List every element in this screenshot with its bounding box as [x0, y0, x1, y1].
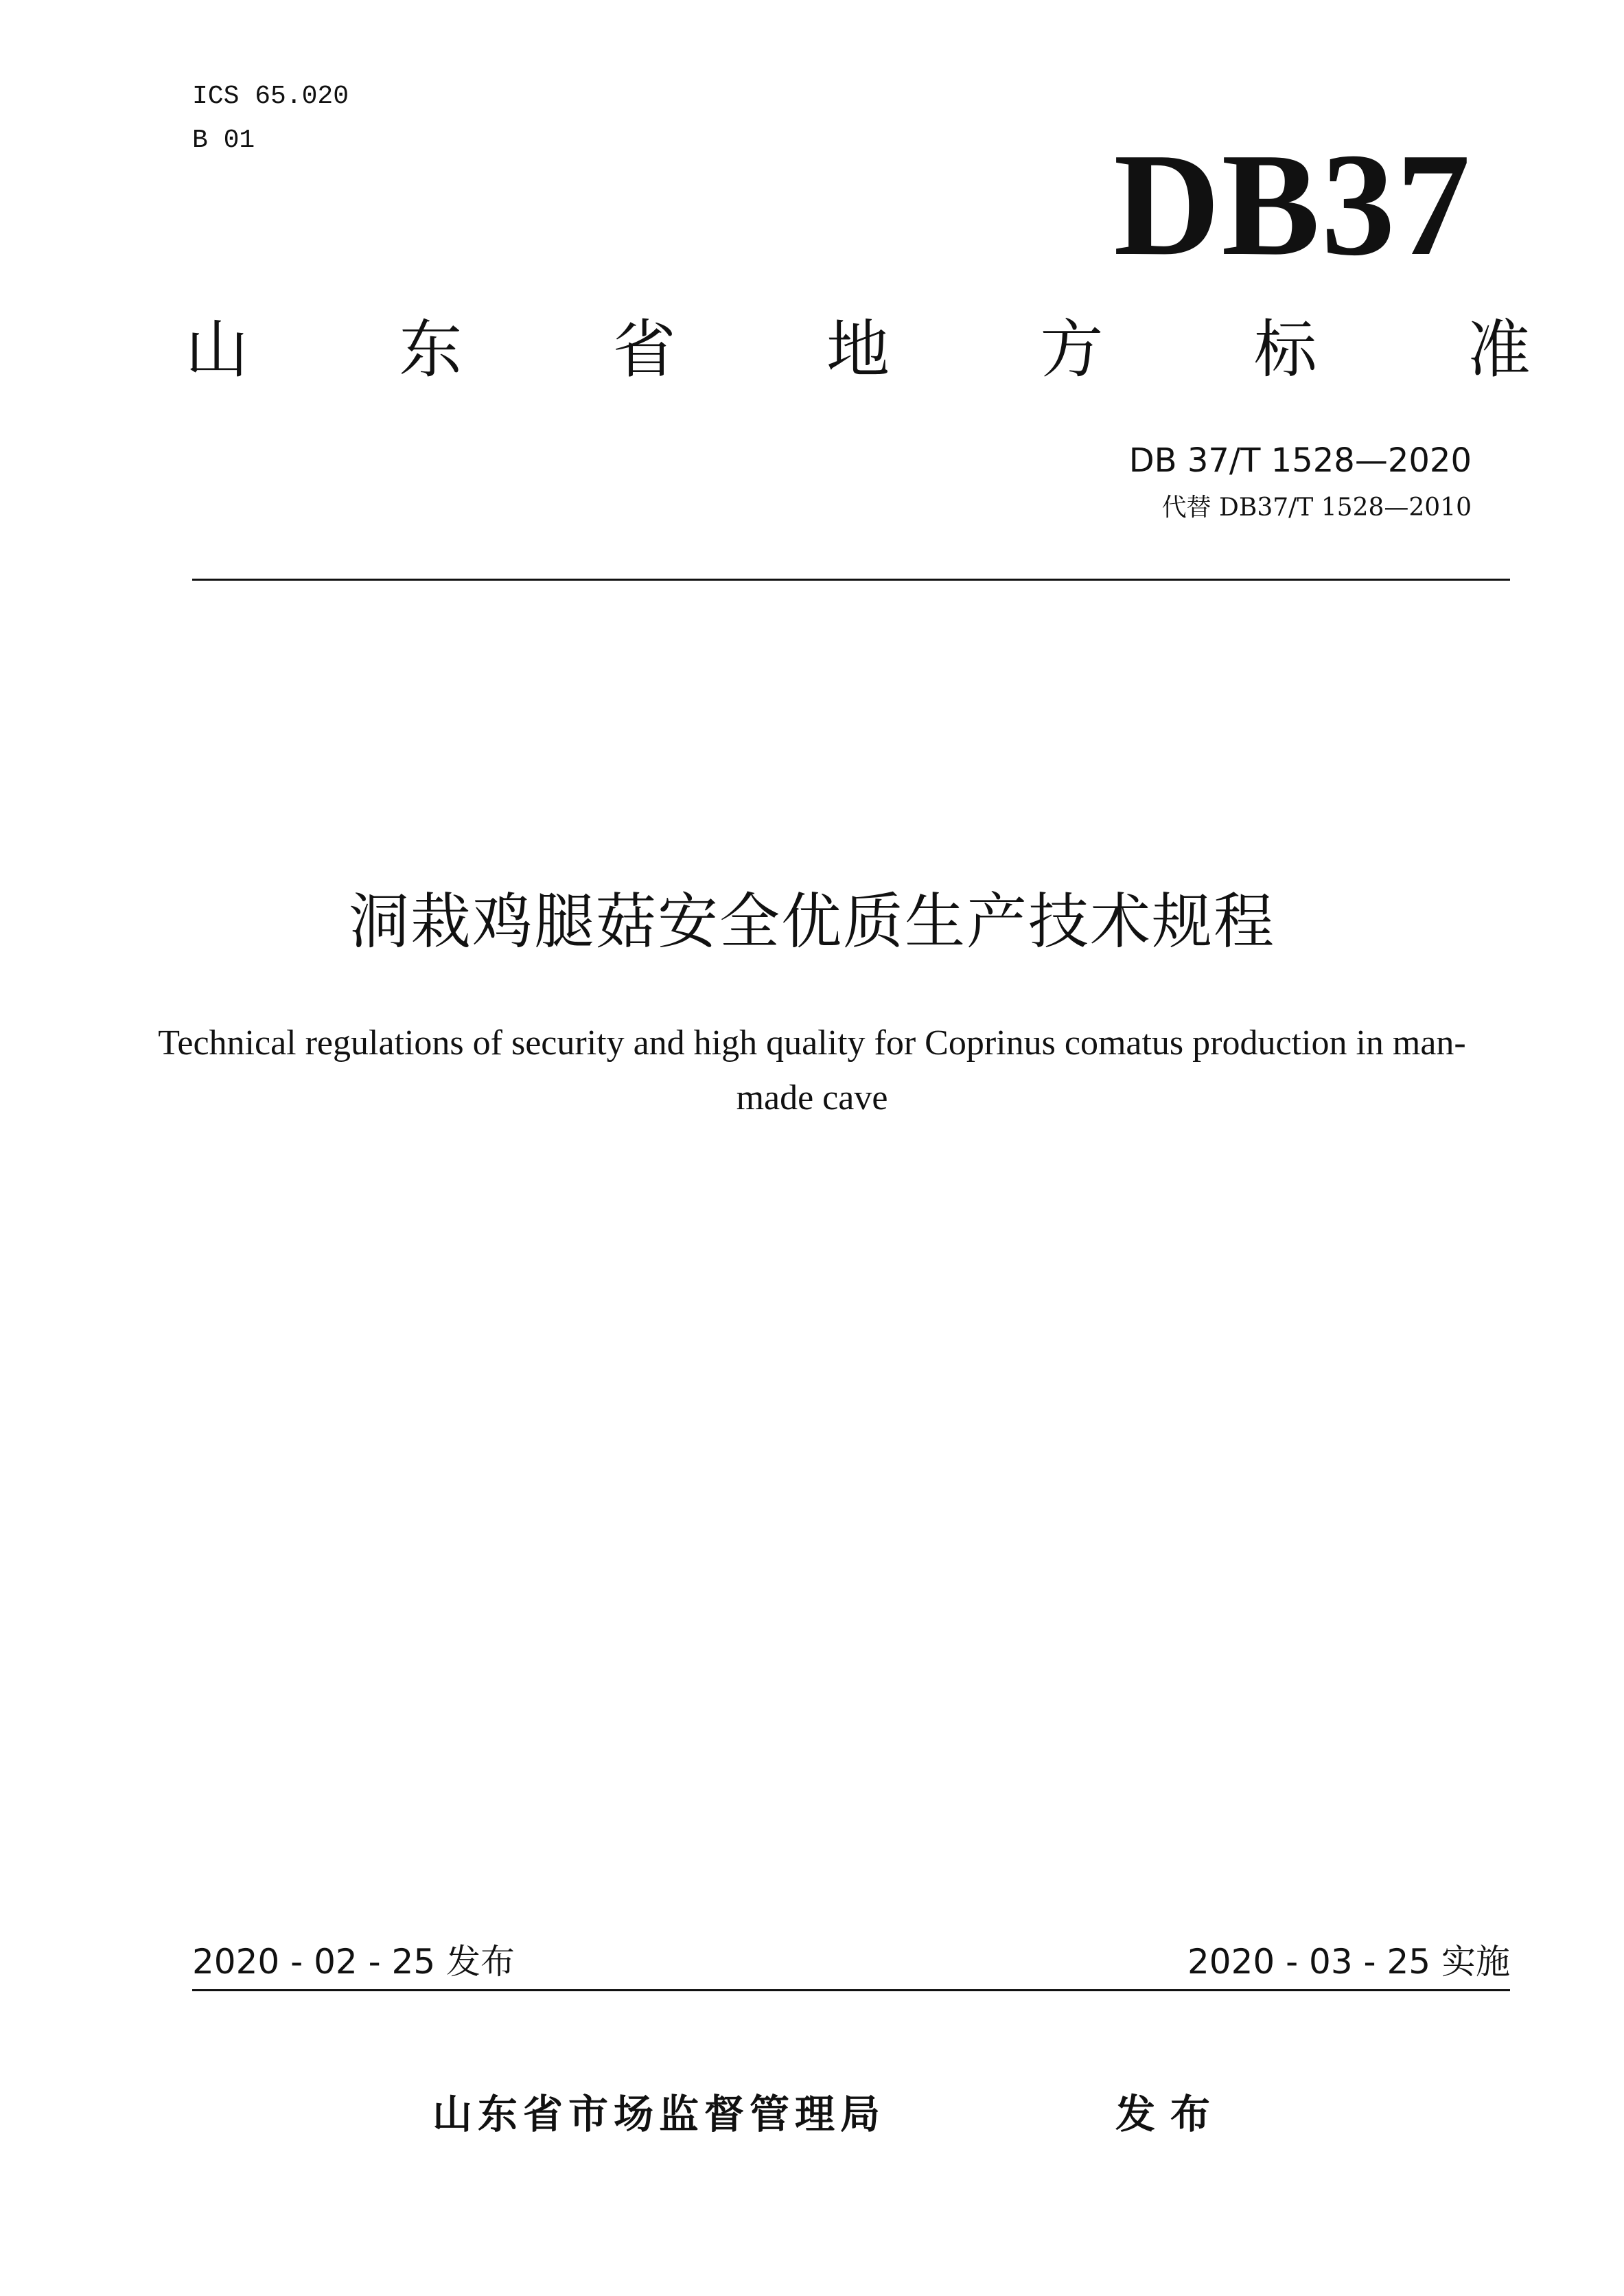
- issuing-authority: 山东省市场监督管理局: [432, 2091, 886, 2137]
- standard-type-char: 东: [399, 313, 463, 386]
- document-title-en: Technical regulations of security and high quality for Coprinus comatus production in man-made cave: [158, 1023, 1466, 1117]
- standard-type-char: 省: [612, 313, 676, 386]
- implementation-date: 2020 - 03 - 25 实施: [1187, 1942, 1510, 1982]
- ccs-code: B 01: [192, 126, 255, 155]
- standard-type-char: 山: [185, 313, 249, 386]
- issue-action: 发布: [1115, 2091, 1226, 2137]
- document-title-zh: 洞栽鸡腿菇安全优质生产技术规程: [348, 886, 1275, 957]
- issue-date: 2020 - 02 - 25 发布: [192, 1942, 515, 1982]
- standard-number: DB 37/T 1528—2020: [1128, 441, 1472, 480]
- header-divider: [192, 579, 1510, 581]
- standard-type-char: 准: [1467, 313, 1531, 386]
- replaces-standard: 代替 DB37/T 1528—2010: [1161, 494, 1472, 522]
- standard-type-heading: [185, 312, 1531, 388]
- footer-divider: [192, 1989, 1510, 1991]
- standard-type-char: 标: [1253, 313, 1317, 386]
- standard-type-char: 方: [1040, 313, 1104, 386]
- db-mark: DB37: [1113, 122, 1472, 286]
- standard-type-char: 地: [826, 313, 890, 386]
- ics-code: ICS 65.020: [192, 82, 349, 111]
